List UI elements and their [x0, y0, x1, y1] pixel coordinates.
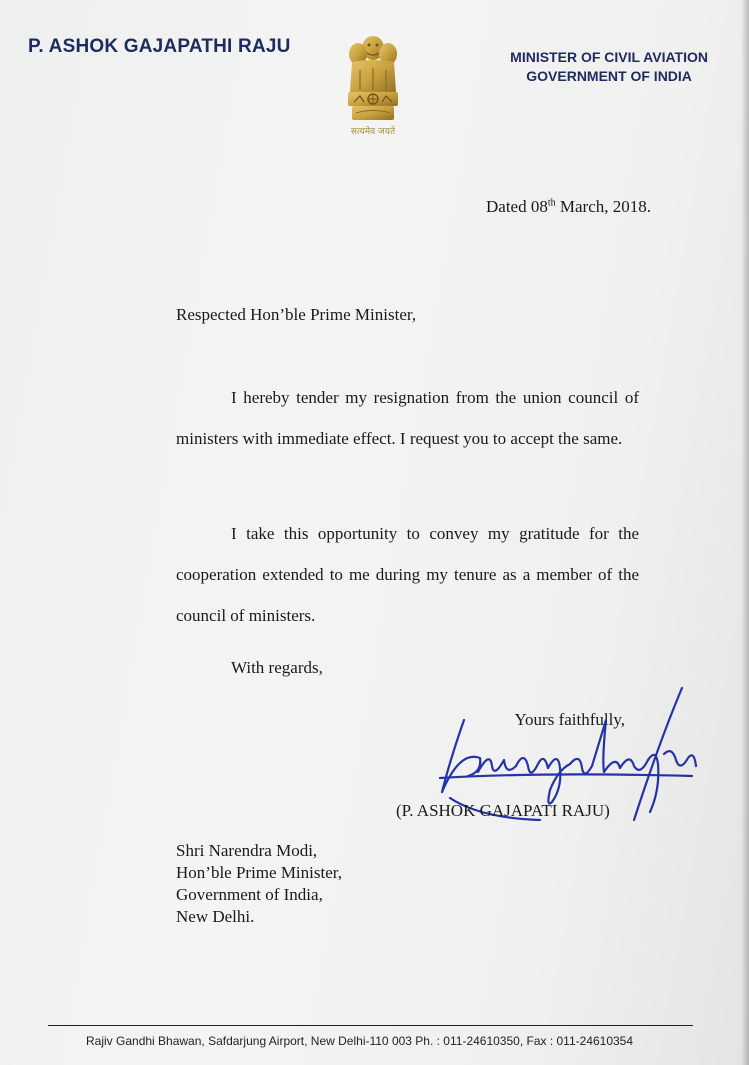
date-ordinal-suffix: th [547, 197, 556, 209]
signatory-name: (P. ASHOK GAJAPATI RAJU) [396, 801, 610, 820]
recipient-line-3: Government of India, [176, 885, 323, 904]
office-government: GOVERNMENT OF INDIA [526, 68, 692, 84]
closing-regards: With regards, [231, 658, 323, 677]
letterhead-name: P. ASHOK GAJAPATHI RAJU [28, 36, 291, 57]
recipient-address [176, 840, 342, 928]
footer-address: Rajiv Gandhi Bhawan, Safdarjung Airport, New Delhi-110 003 Ph. : 011-24610350, Fax : 011-24610354 [86, 1034, 634, 1048]
date-prefix: Dated 08 [486, 197, 548, 216]
closing-yours-faithfully: Yours faithfully, [514, 710, 625, 729]
body-paragraph-1: I hereby tender my resignation from the union council of ministers with immediate effect. I request you to accept the same. [176, 388, 639, 448]
recipient-line-1: Shri Narendra Modi, [176, 841, 318, 860]
office-title: MINISTER OF CIVIL AVIATION [510, 49, 708, 65]
date-rest: March, 2018. [555, 197, 651, 216]
footer-divider [48, 1025, 693, 1026]
emblem-motto: सत्यमेव जयते [350, 127, 396, 137]
letterhead-office [510, 48, 708, 86]
page-edge-shadow [741, 0, 749, 1065]
recipient-line-2: Hon’ble Prime Minister, [176, 863, 342, 882]
recipient-line-4: New Delhi. [176, 907, 255, 926]
body-paragraph-2: I take this opportunity to convey my gratitude for the cooperation extended to me during my tenure as a member of the council of ministers. [176, 524, 639, 625]
salutation: Respected Hon’ble Prime Minister, [176, 305, 417, 324]
letter-date [486, 197, 651, 217]
